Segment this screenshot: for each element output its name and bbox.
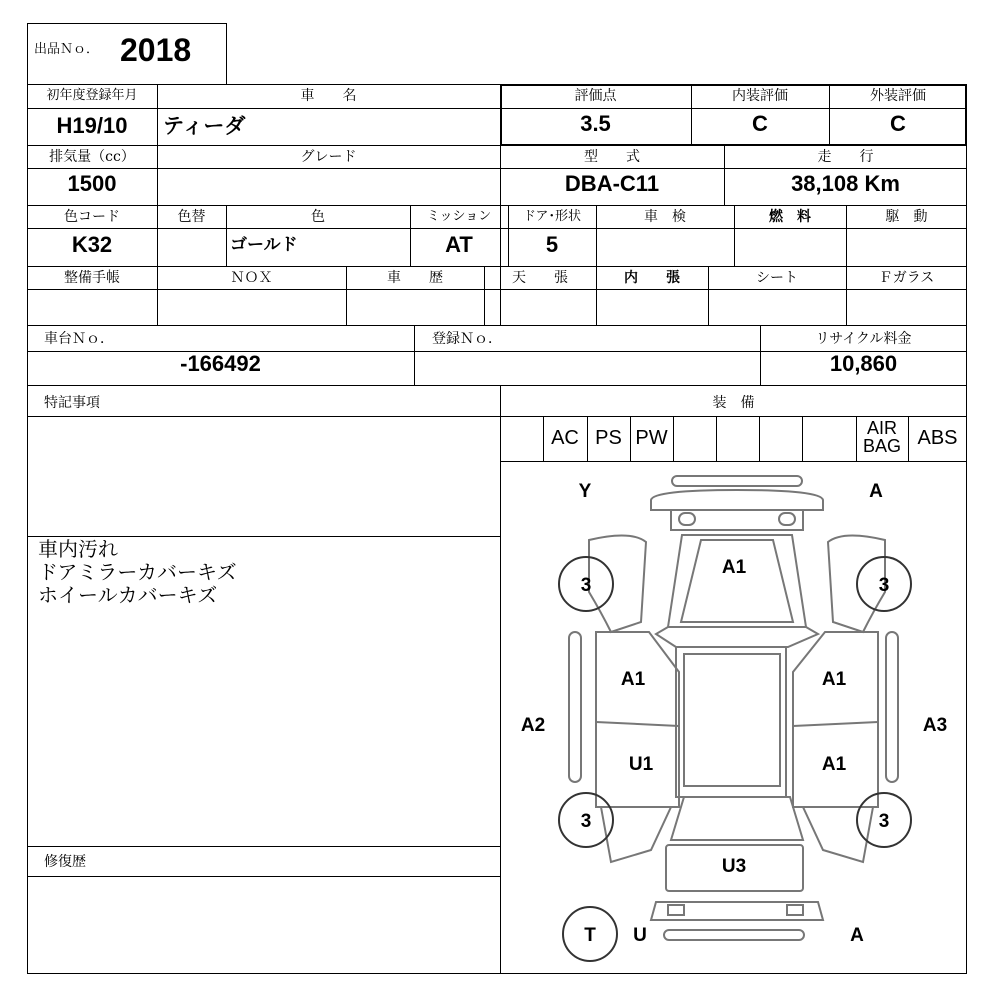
mark-tire-rl: 3: [580, 811, 592, 832]
mark-door-fr: A1: [821, 669, 847, 690]
color-code-label: 色コード: [64, 209, 120, 225]
doors-value: 5: [545, 232, 559, 257]
exterior-label: 外装評価: [870, 88, 926, 104]
model-label: 型 式: [584, 149, 640, 165]
first-reg-label: 初年度登録年月: [46, 88, 138, 103]
color-change-label: 色替: [177, 209, 206, 225]
color-value: ゴールド: [230, 235, 298, 255]
interior-value: C: [752, 111, 768, 136]
equipment-item-ac: AC: [551, 427, 579, 449]
mark-hood: A1: [721, 557, 747, 578]
first-reg-value: H19/10: [56, 113, 128, 138]
displacement-value: 1500: [67, 171, 117, 196]
glass-label: Ｆガラス: [878, 270, 935, 286]
remarks-label: 特記事項: [44, 395, 100, 411]
displacement-label: 排気量（cc）: [49, 149, 135, 165]
color-code-value: K32: [71, 232, 113, 257]
recycle-value: 10,860: [829, 351, 898, 376]
sunroof-label: 天 張: [512, 270, 568, 286]
equipment-item-abs: ABS: [917, 427, 958, 449]
lot-number: 2018: [120, 32, 192, 68]
color-label: 色: [311, 209, 325, 225]
mark-front-right: A: [869, 481, 883, 502]
remark-line-2: ドアミラーカバーキズ: [38, 560, 237, 584]
mileage-value: 38,108 Km: [791, 171, 900, 196]
lot-number-label: 出品Ｎｏ．: [34, 42, 100, 57]
chassis-label: 車台Ｎｏ．: [44, 331, 114, 347]
mark-door-rl: U1: [628, 754, 654, 775]
mark-trunk: U3: [721, 856, 747, 877]
chassis-value: -166492: [180, 351, 261, 376]
mark-door-rr: A1: [821, 754, 847, 775]
drive-label: 駆 動: [885, 209, 928, 225]
mileage-label: 走 行: [817, 149, 874, 165]
inspection-label: 車 検: [644, 209, 686, 225]
mark-rear-t: T: [584, 925, 596, 946]
mark-rear-right: A: [850, 925, 864, 946]
remark-line-3: ホイールカバーキズ: [38, 583, 218, 607]
car-name-label: 車 名: [300, 88, 357, 104]
score-value: 3.5: [580, 111, 611, 136]
registration-label: 登録Ｎｏ．: [432, 331, 502, 347]
car-damage-diagram: [501, 462, 966, 974]
mark-sill-left: A2: [520, 715, 546, 736]
car-name-value: ティーダ: [163, 114, 246, 138]
equipment-item-ps: PS: [595, 427, 622, 449]
doors-label: ドア･形状: [522, 209, 582, 224]
service-book-label: 整備手帳: [64, 270, 120, 286]
mark-tire-fr: 3: [878, 575, 890, 596]
repair-history-label: 修復歴: [44, 854, 86, 870]
equipment-item-pw: PW: [635, 427, 668, 449]
equipment-label: 装 備: [712, 395, 755, 411]
equipment-item-airbag: AIR BAG: [862, 418, 901, 456]
interior-label: 内装評価: [732, 88, 788, 104]
nox-label: ＮＯＸ: [230, 270, 273, 286]
grade-label: グレード: [300, 149, 357, 165]
mark-tire-rr: 3: [878, 811, 890, 832]
interior-trim-label: 内 張: [624, 270, 680, 286]
history-label: 車 歴: [387, 270, 443, 286]
mark-rear-u: U: [633, 925, 647, 946]
seat-label: シート: [756, 270, 798, 286]
mark-tire-fl: 3: [580, 575, 592, 596]
remark-line-1: 車内汚れ: [38, 537, 118, 561]
model-value: DBA-C11: [564, 171, 660, 196]
transmission-value: AT: [445, 232, 473, 257]
fuel-label: 燃 料: [769, 209, 811, 225]
mark-door-fl: A1: [620, 669, 646, 690]
recycle-label: リサイクル料金: [815, 331, 912, 347]
mark-sill-right: A3: [922, 715, 948, 736]
score-label: 評価点: [574, 88, 617, 104]
transmission-label: ミッション: [426, 209, 492, 224]
exterior-value: C: [890, 111, 906, 136]
mark-front-left: Y: [578, 481, 592, 502]
